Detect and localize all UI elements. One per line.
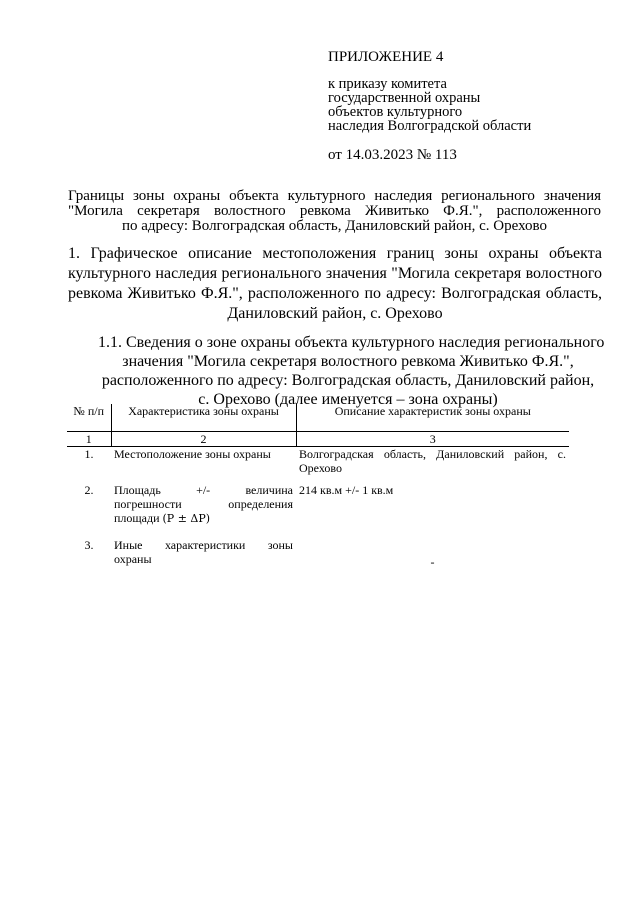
table-header-row (67, 404, 569, 432)
attachment-line: наследия Волгоградской области (328, 118, 532, 134)
table-row (67, 538, 569, 569)
heading-line: Границы зоны охраны объекта культурного наследия регионального значения (68, 188, 601, 204)
row-characteristic: Местоположение зоны охраны (114, 447, 271, 461)
attachment-block (328, 48, 608, 164)
section-1-line: Даниловский район, с. Орехово (227, 305, 443, 322)
row-description: - (430, 555, 435, 569)
column-number: 3 (296, 432, 569, 447)
heading-line: "Могила секретаря волостного ревкома Живитько Ф.Я.", расположенного (68, 203, 601, 219)
column-number-row (67, 432, 569, 447)
attachment-date: от 14.03.2023 № 113 (328, 147, 457, 163)
subsection-line: 1.1. Сведения о зоне охраны объекта культурного наследия регионального (98, 334, 605, 351)
row-characteristic-cell (111, 483, 296, 538)
column-number: 1 (67, 432, 111, 447)
subsection-line: расположенного по адресу: Волгоградская область, Даниловский район, (101, 372, 595, 389)
subsection-1-1 (98, 333, 605, 409)
section-1-line: культурного наследия регионального значения "Могила секретаря волостного (68, 265, 602, 282)
area-formula: (P ± ΔP) (162, 512, 211, 525)
header-characteristic: Характеристика зоны охраны (111, 404, 296, 432)
table-row (67, 447, 569, 484)
row-num: 3. (84, 538, 94, 552)
row-characteristic: Площадь +/- величина погрешности определения площади (114, 483, 293, 525)
heading-line: по адресу: Волгоградская область, Даниловский район, с. Орехово (121, 218, 548, 234)
row-description: 214 кв.м +/- 1 кв.м (299, 483, 394, 497)
document-heading (68, 189, 601, 234)
header-num: № п/п (67, 404, 111, 432)
section-1-line: 1. Графическое описание местоположения границ зоны охраны объекта (68, 245, 602, 262)
attachment-line: объектов культурного (328, 104, 463, 120)
subsection-line: значения "Могила секретаря волостного ревкома Живитько Ф.Я.", (122, 353, 574, 370)
section-1 (68, 244, 602, 324)
attachment-line: государственной охраны (328, 90, 481, 106)
column-number: 2 (111, 432, 296, 447)
row-num: 2. (84, 483, 94, 497)
attachment-title: ПРИЛОЖЕНИЕ 4 (328, 49, 444, 65)
row-characteristic: Иные характеристики зоны охраны (114, 538, 293, 566)
subsection-line: с. Орехово (далее именуется – зона охраны) (198, 391, 498, 408)
row-description: Волгоградская область, Даниловский район, с. Орехово (299, 447, 566, 475)
zone-characteristics-table (67, 404, 569, 569)
header-description: Описание характеристик зоны охраны (296, 404, 569, 432)
table-row (67, 483, 569, 538)
row-num: 1. (84, 447, 94, 461)
attachment-line: к приказу комитета (328, 76, 447, 92)
section-1-line: ревкома Живитько Ф.Я.", расположенного по адресу: Волгоградская область, (68, 285, 602, 302)
